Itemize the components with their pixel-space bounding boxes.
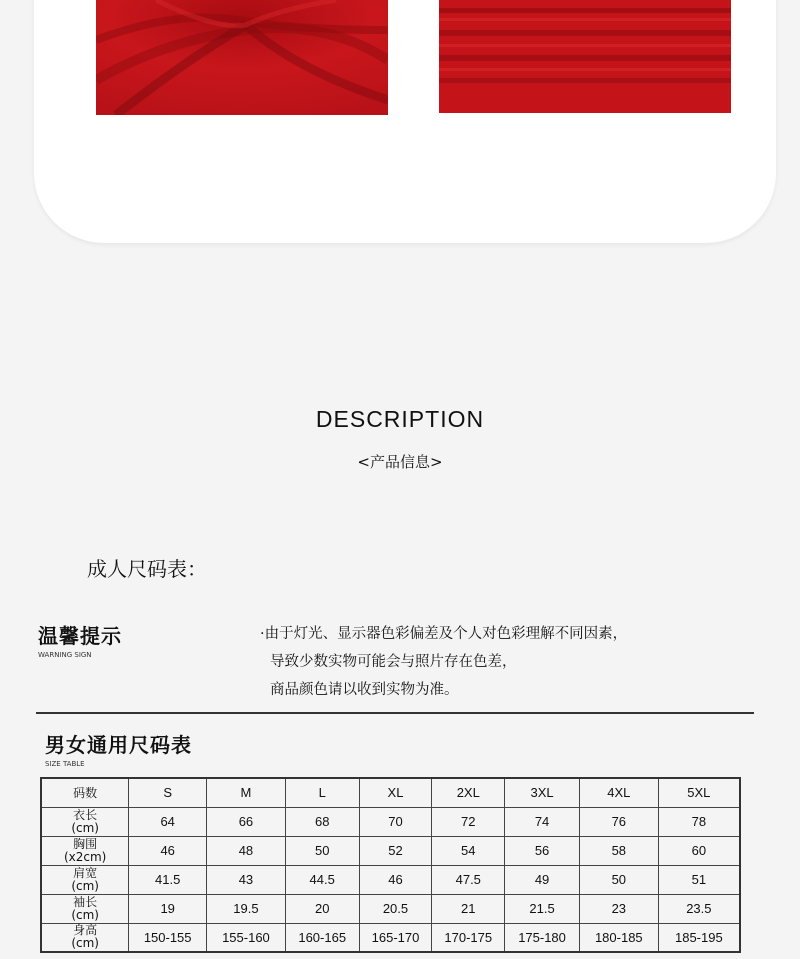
table-cell: 58 [579,836,658,865]
row-label: 身高 (cm) [41,923,129,952]
table-row [41,894,740,923]
table-cell: 155-160 [207,923,286,952]
description-subtitle: <产品信息> [357,453,443,471]
row-label: 肩宽 (cm) [41,865,129,894]
table-cell: 64 [129,807,207,836]
fabric-swirl-image [96,0,388,115]
table-cell: 52 [359,836,432,865]
table-cell: 165-170 [359,923,432,952]
table-cell: 23 [579,894,658,923]
table-cell: 60 [658,836,740,865]
warm-tip-line: 商品颜色请以收到实物为准。 [270,682,459,698]
table-cell: 41.5 [129,865,207,894]
table-cell: 68 [285,807,359,836]
table-cell: 66 [207,807,286,836]
warm-tip-title: 温馨提示 [38,624,122,648]
row-label: 胸围 (x2cm) [41,836,129,865]
size-table [40,777,741,953]
table-cell: 50 [579,865,658,894]
table-cell: 50 [285,836,359,865]
table-row [41,807,740,836]
table-cell: 170-175 [432,923,505,952]
table-cell: 21.5 [505,894,580,923]
table-row [41,923,740,952]
table-cell: 76 [579,807,658,836]
table-cell: 47.5 [432,865,505,894]
fabric-folds-image [439,0,731,113]
table-cell: 23.5 [658,894,740,923]
table-header-cell: L [285,778,359,807]
table-row [41,865,740,894]
table-header-cell: S [129,778,207,807]
table-cell: 175-180 [505,923,580,952]
warm-tip-line: 导致少数实物可能会与照片存在色差， [270,654,517,670]
table-cell: 51 [658,865,740,894]
warm-tip-line: ·由于灯光、显示器色彩偏差及个人对色彩理解不同因素， [260,626,628,642]
table-cell: 20.5 [359,894,432,923]
table-cell: 185-195 [658,923,740,952]
table-header-cell: 2XL [432,778,505,807]
table-header-cell: M [207,778,286,807]
table-cell: 44.5 [285,865,359,894]
size-table-subtitle: SIZE TABLE [45,760,85,768]
table-cell: 160-165 [285,923,359,952]
table-cell: 78 [658,807,740,836]
table-header-row [41,778,740,807]
table-header-cell: 码数 [41,778,129,807]
table-cell: 48 [207,836,286,865]
row-label: 衣长 (cm) [41,807,129,836]
table-cell: 150-155 [129,923,207,952]
table-cell: 19.5 [207,894,286,923]
table-cell: 56 [505,836,580,865]
table-cell: 54 [432,836,505,865]
table-cell: 74 [505,807,580,836]
table-header-cell: 3XL [505,778,580,807]
divider [36,712,754,714]
row-label: 袖长 (cm) [41,894,129,923]
table-cell: 46 [359,865,432,894]
table-cell: 21 [432,894,505,923]
size-table-title: 男女通用尺码表 [45,733,192,757]
table-cell: 180-185 [579,923,658,952]
warm-tip-subtitle: WARNING SIGN [38,651,92,659]
table-row [41,836,740,865]
size-chart-heading: 成人尺码表： [87,557,207,581]
table-header-cell: XL [359,778,432,807]
table-header-cell: 5XL [658,778,740,807]
table-cell: 72 [432,807,505,836]
table-header-cell: 4XL [579,778,658,807]
table-cell: 49 [505,865,580,894]
table-cell: 43 [207,865,286,894]
table-cell: 70 [359,807,432,836]
table-cell: 20 [285,894,359,923]
table-cell: 19 [129,894,207,923]
table-cell: 46 [129,836,207,865]
description-title: DESCRIPTION [315,406,485,432]
